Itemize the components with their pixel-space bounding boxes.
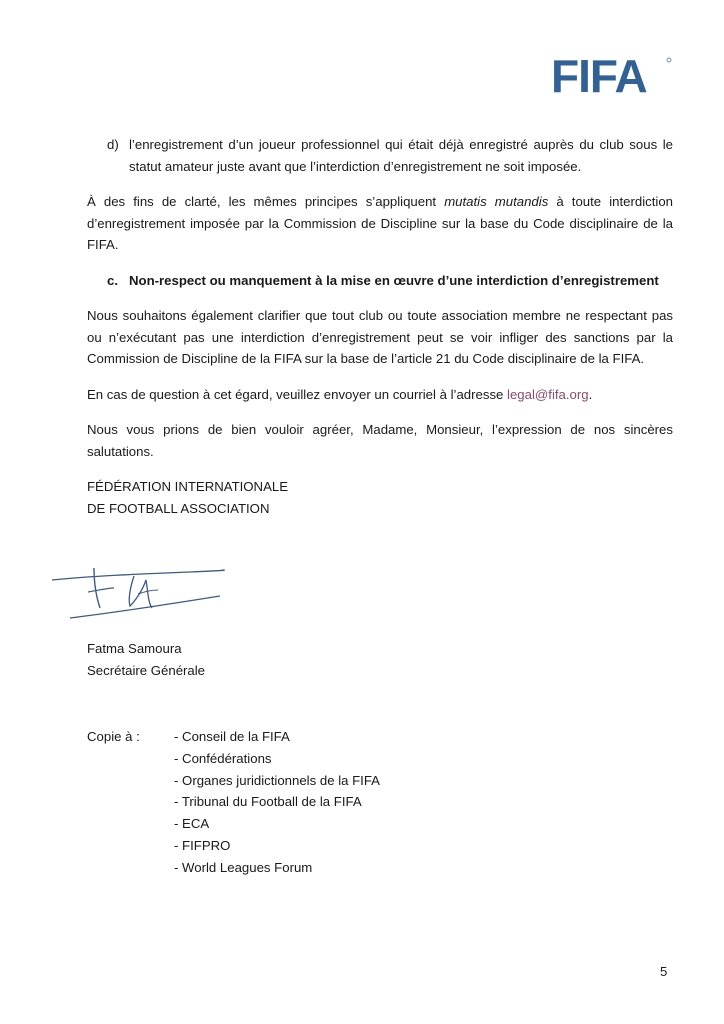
list-item: - Tribunal du Football de la FIFA [174,794,362,810]
list-item-text: l’enregistrement d’un joueur professionnel qui était déjà enregistré auprès du club sous le statut amateur juste avant que l’interdiction d’enregistrement ne soit imposée. [129,137,673,174]
list-item: - Conseil de la FIFA [174,729,290,744]
section-marker: c. [107,272,118,288]
closing-paragraph: Nous vous prions de bien vouloir agréer, Madame, Monsieur, l’expression de nos sincères salutations. [87,422,673,459]
list-item-d [87,134,673,177]
signatory-name: Fatma Samoura [87,641,182,656]
section-heading-c [87,270,673,292]
organization-line-1: FÉDÉRATION INTERNATIONALE [87,479,289,494]
latin-phrase: mutatis mutandis [444,194,549,209]
list-item: - Organes juridictionnels de la FIFA [174,772,380,788]
list-item: - World Leagues Forum [174,859,313,875]
signatory-block [87,638,205,681]
signatory-title: Secrétaire Générale [87,662,206,678]
fifa-logo [551,50,673,98]
organization-line-2: DE FOOTBALL ASSOCIATION [87,500,270,516]
contact-paragraph: En cas de question à cet égard, veuillez envoyer un courriel à l’adresse legal@fifa.org. [87,386,593,402]
fifa-logo-text: FIFA [551,50,647,98]
list-item: - ECA [174,816,210,832]
letter-body [87,134,673,519]
organization-name [87,476,673,519]
email-link[interactable]: legal@fifa.org [507,386,589,402]
page-number: 5 [660,964,668,979]
copies-label: Copie à : [87,729,140,744]
list-item: - Confédérations [174,750,272,766]
list-item: - FIFPRO [174,837,231,853]
handwritten-signature [50,562,230,624]
sanctions-paragraph: Nous souhaitons également clarifier que tout club ou toute association membre ne respectant pas ou n’exécutant pas une interdiction d’enregistrement peut se voir infliger des sanctions par la Commission de Discipline de la FIFA sur la base de l’article 21 du Code disciplinaire de la FIFA. [87,308,673,366]
copies-section [87,726,380,879]
clarity-paragraph: À des fins de clarté, les mêmes principes s’appliquent mutatis mutandis à toute interdiction d’enregistrement imposée par la Commission de Discipline sur la base du Code disciplinaire de la FIFA. [87,194,673,252]
copies-list [174,726,380,879]
list-marker: d) [107,137,119,152]
section-title: Non-respect ou manquement à la mise en œuvre d’une interdiction d’enregistrement [129,272,659,288]
